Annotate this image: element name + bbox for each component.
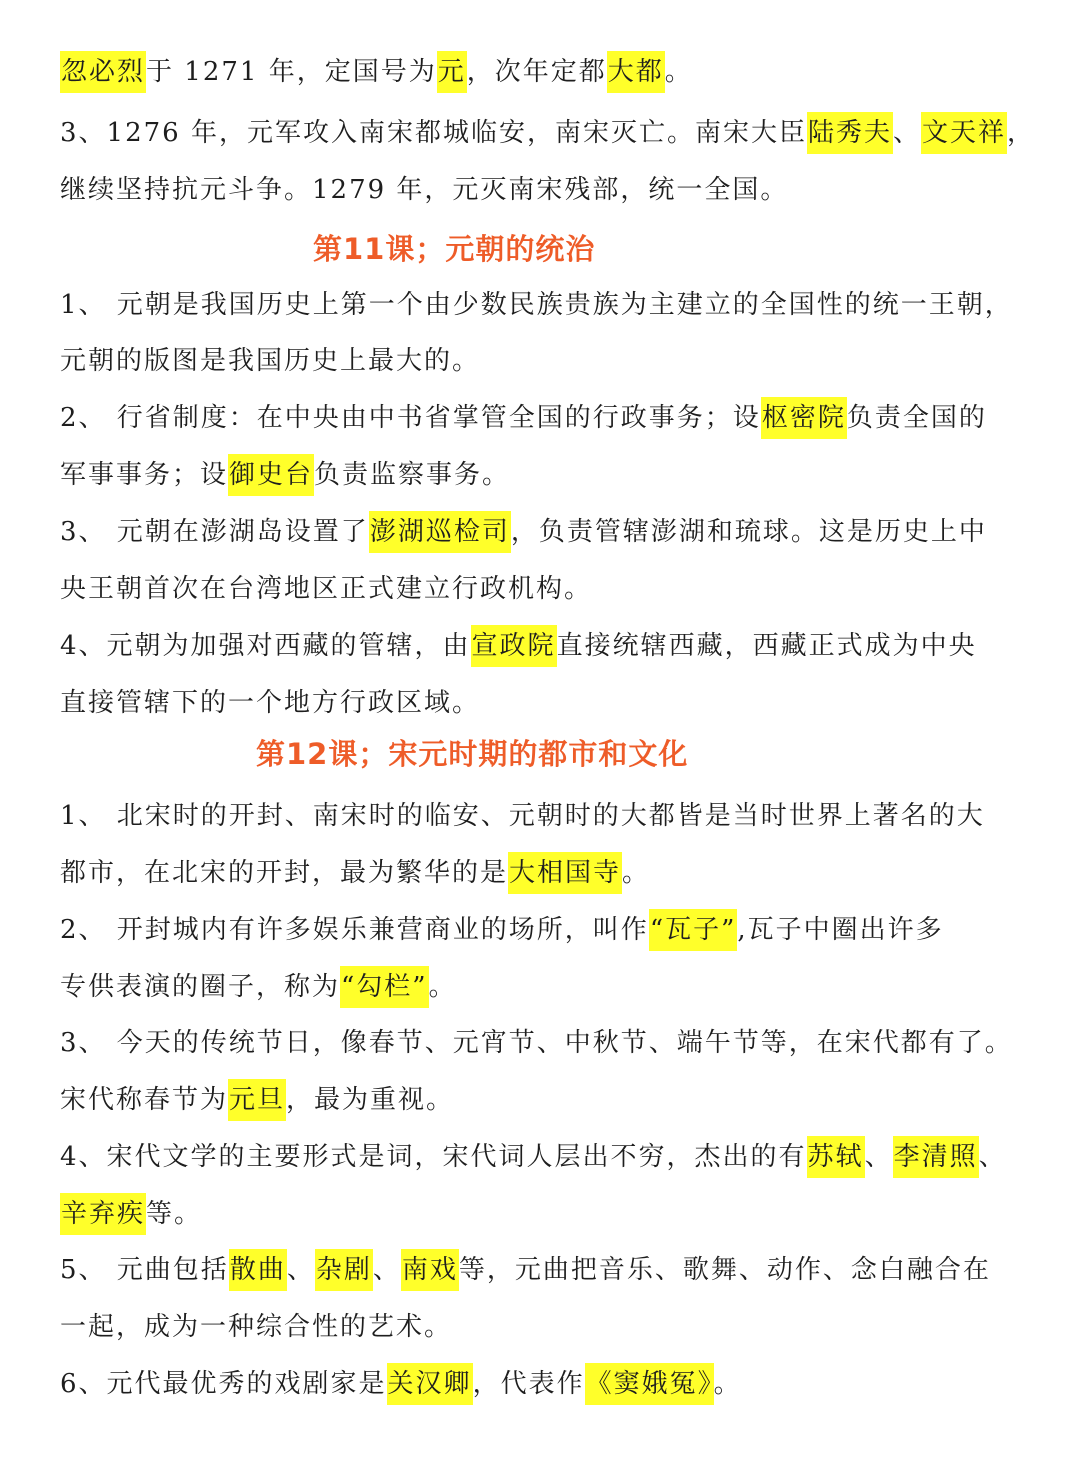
l11-p2-line-2 [60,450,1040,500]
l12-p1-line-2 [60,848,1040,898]
text-run: 4、元朝为加强对西藏的管辖，由 [60,631,471,661]
intro-line-2 [60,108,1040,158]
text-run: ，负责管辖澎湖和琉球。这是历史上中 [510,517,987,547]
text-run: 宋代称春节为 [60,1085,229,1115]
intro-line-3 [60,165,1040,215]
keyword-highlight: 文天祥 [921,112,1007,154]
l11-p3-line-1 [60,507,1040,557]
keyword-highlight: 辛弃疾 [60,1193,146,1235]
text-run: 都市，在北宋的开封，最为繁华的是 [60,858,509,888]
text-run: 2、 行省制度：在中央由中书省掌管全国的行政事务；设 [60,403,761,433]
text-run: 4、宋代文学的主要形式是词，宋代词人层出不穷，杰出的有 [60,1142,807,1172]
l12-p3-line-2 [60,1075,1040,1125]
text-run: ,瓦子中圈出许多 [737,915,944,945]
text-run: 继续坚持抗元斗争。1279 年，元灭南宋残部，统一全国。 [60,175,789,205]
text-run: 3、 今天的传统节日，像春节、元宵节、中秋节、端午节等，在宋代都有了。 [60,1028,1013,1058]
text-run: 于 1271 年，定国号为 [146,57,437,87]
lesson-12-title: 第12课；宋元时期的都市和文化 [256,737,689,771]
keyword-highlight: 御史台 [228,454,314,496]
text-run: 1、 北宋时的开封、南宋时的临安、元朝时的大都皆是当时世界上著名的大 [60,801,985,831]
keyword-highlight: 南戏 [401,1249,459,1291]
text-run: 。 [664,57,693,87]
text-run: 等。 [146,1199,203,1229]
text-run: 。 [622,858,651,888]
text-run: 、 [978,1142,1007,1172]
keyword-highlight: 关汉卿 [387,1363,473,1405]
text-run: 3、1276 年，元军攻入南宋都城临安，南宋灭亡。南宋大臣 [60,118,807,148]
text-run: 6、元代最优秀的戏剧家是 [60,1369,387,1399]
keyword-highlight: 苏轼 [807,1136,865,1178]
text-run: 2、 开封城内有许多娱乐兼营商业的场所，叫作 [60,915,649,945]
text-run: 一起，成为一种综合性的艺术。 [60,1312,453,1342]
keyword-highlight: 《窦娥冤》 [585,1363,714,1405]
keyword-highlight: 陆秀夫 [807,112,893,154]
l11-p4-line-2 [60,678,1040,728]
text-run: 央王朝首次在台湾地区正式建立行政机构。 [60,574,593,604]
keyword-highlight: 李清照 [893,1136,979,1178]
text-run: 等，元曲把音乐、歌舞、动作、念白融合在 [458,1255,991,1285]
text-run: 直接管辖下的一个地方行政区域。 [60,688,481,718]
intro-line-1 [60,47,1040,97]
text-run: ，代表作 [472,1369,585,1399]
text-run: 负责全国的 [846,403,987,433]
l11-p1-line-2 [60,336,1040,386]
l12-p4-line-2 [60,1189,1040,1239]
text-run: 3、 元朝在澎湖岛设置了 [60,517,369,547]
l11-p1-line-1 [60,280,1040,330]
text-run: 、 [893,118,922,148]
keyword-highlight: 大相国寺 [508,852,622,894]
keyword-highlight: 忽必烈 [60,51,146,93]
l12-p1-line-1 [60,791,1040,841]
l12-p2-line-1 [60,905,1040,955]
l12-p3-line-1 [60,1018,1040,1068]
text-run: 专供表演的圈子，称为 [60,972,341,1002]
text-run: ，最为重视。 [286,1085,455,1115]
l12-p4-line-1 [60,1132,1040,1182]
keyword-highlight: “瓦子” [649,909,738,951]
text-run: 、 [286,1255,315,1285]
l12-p6-line-1 [60,1359,1040,1409]
text-run: 元朝的版图是我国历史上最大的。 [60,346,481,376]
text-run: 军事事务；设 [60,460,229,490]
text-run: 。 [428,972,457,1002]
l12-p5-line-2 [60,1302,1040,1352]
l11-p4-line-1 [60,621,1040,671]
text-run: 1、 元朝是我国历史上第一个由少数民族贵族为主建立的全国性的统一王朝， [60,290,1013,320]
l11-p2-line-1 [60,393,1040,443]
keyword-highlight: 枢密院 [761,397,847,439]
keyword-highlight: 杂剧 [315,1249,373,1291]
text-run: 直接统辖西藏，西藏正式成为中央 [556,631,977,661]
keyword-highlight: “勾栏” [340,966,429,1008]
l12-p5-line-1 [60,1245,1040,1295]
l12-p2-line-2 [60,962,1040,1012]
text-run: 。 [713,1369,742,1399]
keyword-highlight: 散曲 [229,1249,287,1291]
l11-p3-line-2 [60,564,1040,614]
keyword-highlight: 澎湖巡检司 [369,511,511,553]
lesson-11-title: 第11课；元朝的统治 [313,232,596,266]
text-run: ， [1007,118,1036,148]
text-run: 、 [864,1142,893,1172]
keyword-highlight: 元 [437,51,467,93]
text-run: 、 [372,1255,401,1285]
text-run: ，次年定都 [466,57,607,87]
keyword-highlight: 元旦 [228,1079,286,1121]
keyword-highlight: 宣政院 [471,625,557,667]
keyword-highlight: 大都 [607,51,665,93]
text-run: 5、 元曲包括 [60,1255,229,1285]
text-run: 负责监察事务。 [314,460,511,490]
